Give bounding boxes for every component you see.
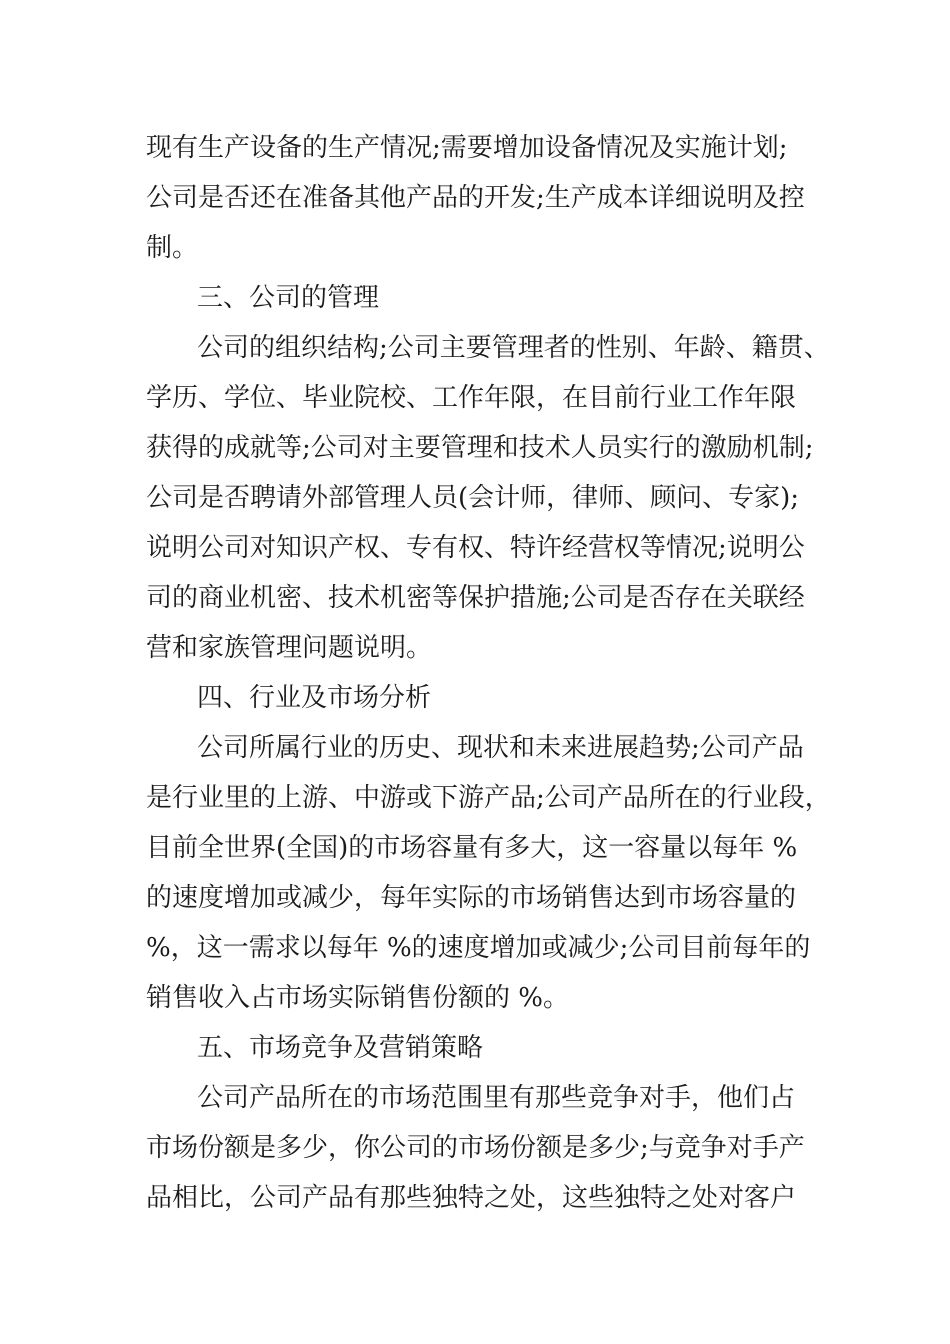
text-line: 制。 <box>146 233 199 263</box>
text-line: 公司的组织结构;公司主要管理者的性别、年龄、籍贯、 <box>197 333 830 363</box>
text-line: 目前全世界(全国)的市场容量有多大，这一容量以每年 % <box>146 833 798 863</box>
text-line: 公司所属行业的历史、现状和未来进展趋势;公司产品 <box>197 733 804 763</box>
section-heading: 三、公司的管理 <box>197 283 380 313</box>
text-line: 公司产品所在的市场范围里有那些竞争对手，他们占 <box>197 1083 796 1113</box>
text-line: 是行业里的上游、中游或下游产品;公司产品所在的行业段， <box>146 783 831 813</box>
text-line: 学历、学位、毕业院校、工作年限，在目前行业工作年限 <box>146 383 797 413</box>
text-line: 公司是否聘请外部管理人员(会计师，律师、顾问、专家); <box>146 483 800 513</box>
text-line: 销售收入占市场实际销售份额的 %。 <box>146 983 569 1013</box>
text-line: 公司是否还在准备其他产品的开发;生产成本详细说明及控 <box>146 183 805 213</box>
text-line: 市场份额是多少，你公司的市场份额是多少;与竞争对手产 <box>146 1133 805 1163</box>
text-line: 营和家族管理问题说明。 <box>146 633 433 663</box>
text-line: %，这一需求以每年 %的速度增加或减少;公司目前每年的 <box>146 933 811 963</box>
text-line: 品相比，公司产品有那些独特之处，这些独特之处对客户 <box>146 1183 797 1213</box>
text-line: 现有生产设备的生产情况;需要增加设备情况及实施计划; <box>146 133 788 163</box>
text-line: 获得的成就等;公司对主要管理和技术人员实行的激励机制; <box>146 433 814 463</box>
text-line: 司的商业机密、技术机密等保护措施;公司是否存在关联经 <box>146 583 805 613</box>
text-line: 的速度增加或减少，每年实际的市场销售达到市场容量的 <box>146 883 797 913</box>
section-heading: 五、市场竞争及营销策略 <box>197 1033 484 1063</box>
text-line: 说明公司对知识产权、专有权、特许经营权等情况;说明公 <box>146 533 805 563</box>
section-heading: 四、行业及市场分析 <box>197 683 432 713</box>
